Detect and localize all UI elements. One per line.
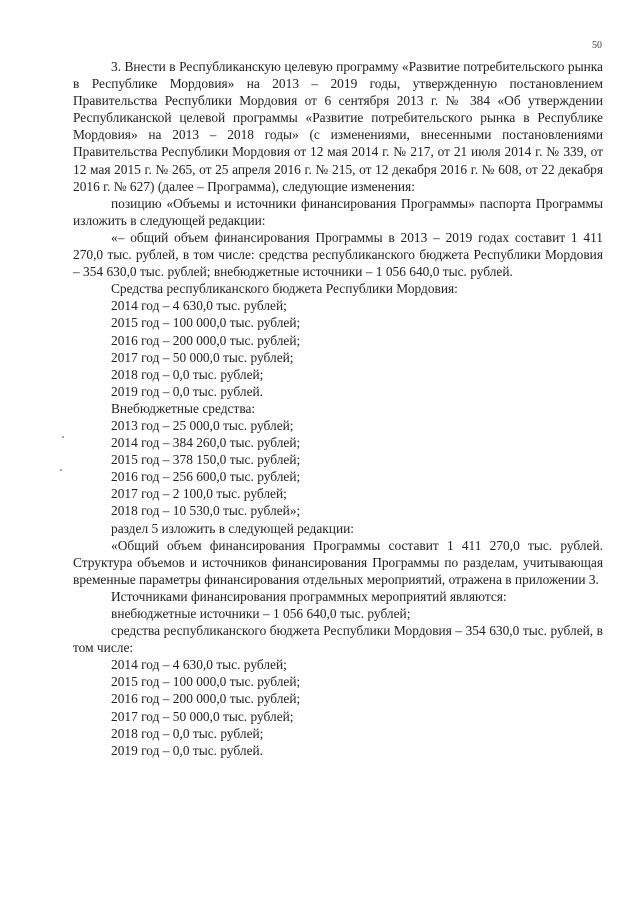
document-body	[73, 58, 603, 759]
list-item: 2016 год – 256 600,0 тыс. рублей;	[111, 469, 301, 485]
list-item: 2018 год – 0,0 тыс. рублей;	[111, 725, 264, 741]
list-item: 2019 год – 0,0 тыс. рублей.	[111, 742, 264, 758]
list-item: 2016 год – 200 000,0 тыс. рублей;	[111, 691, 301, 707]
amendment-intro-paragraph: 3. Внести в Республиканскую целевую программу «Развитие потребительского рынка в Республике Мордовия» на 2013 – 2019 годы, утвержденную постановлением Правительства Республики Мордовия от 6 сентября 2013 г. № 384 «Об утверждении Республиканской целевой программы «Развитие потребительского рынка в Республике Мордовия» на 2013 – 2018 годы» (с изменениями, внесенными постановлениями Правительства Республики Мордовия от 12 мая 2014 г. № 217, от 21 июля 2014 г. № 339, от 12 мая 2015 г. № 265, от 25 апреля 2016 г. № 215, от 12 декабря 2016 г. № 608, от 22 декабря 2016 г. № 627) (далее – Программа), следующие изменения:	[73, 59, 603, 194]
sources-offbudget: внебюджетные источники – 1 056 640,0 тыс. рублей;	[111, 606, 411, 621]
sources-heading: Источниками финансирования программных мероприятий являются:	[111, 588, 507, 604]
offbudget-heading: Внебюджетные средства:	[111, 400, 256, 416]
list-item: 2018 год – 10 530,0 тыс. рублей»;	[111, 503, 301, 519]
section5-intro: раздел 5 изложить в следующей редакции:	[111, 520, 355, 536]
scan-speck	[60, 469, 62, 471]
section5-republic-list	[73, 656, 603, 759]
list-item: 2015 год – 378 150,0 тыс. рублей;	[111, 452, 301, 468]
list-item: 2014 год – 4 630,0 тыс. рублей;	[111, 657, 287, 673]
passport-position-paragraph: позицию «Объемы и источники финансирования Программы» паспорта Программы изложить в следующей редакции:	[73, 195, 603, 228]
section5-paragraph: «Общий объем финансирования Программы составит 1 411 270,0 тыс. рублей. Структура объемов и источников финансирования Программы по разделам, учитывающая временные параметры финансирования отдельных мероприятий, отражена в приложении 3.	[73, 537, 603, 587]
list-item: 2015 год – 100 000,0 тыс. рублей;	[111, 674, 301, 690]
republic-budget-heading: Средства республиканского бюджета Республики Мордовия:	[111, 281, 458, 297]
page-number: 50	[592, 40, 602, 51]
scan-speck	[62, 436, 64, 438]
list-item: 2014 год – 384 260,0 тыс. рублей;	[111, 435, 301, 451]
list-item: 2019 год – 0,0 тыс. рублей.	[111, 383, 264, 399]
total-financing-paragraph: «– общий объем финансирования Программы в 2013 – 2019 годах составит 1 411 270,0 тыс. рублей, в том числе: средства республиканского бюджета Республики Мордовия – 354 630,0 тыс. рублей; внебюджетные источники – 1 056 640,0 тыс. рублей.	[73, 229, 603, 280]
sources-republic-paragraph: средства республиканского бюджета Республики Мордовия – 354 630,0 тыс. рублей, в том числе:	[73, 623, 603, 656]
republic-budget-list	[73, 297, 603, 400]
list-item: 2018 год – 0,0 тыс. рублей;	[111, 366, 264, 382]
list-item: 2014 год – 4 630,0 тыс. рублей;	[111, 298, 287, 314]
offbudget-list	[73, 417, 603, 520]
list-item: 2017 год – 2 100,0 тыс. рублей;	[111, 486, 287, 502]
list-item: 2013 год – 25 000,0 тыс. рублей;	[111, 417, 294, 433]
list-item: 2017 год – 50 000,0 тыс. рублей;	[111, 708, 294, 724]
list-item: 2015 год – 100 000,0 тыс. рублей;	[111, 315, 301, 331]
list-item: 2017 год – 50 000,0 тыс. рублей;	[111, 349, 294, 365]
list-item: 2016 год – 200 000,0 тыс. рублей;	[111, 332, 301, 348]
